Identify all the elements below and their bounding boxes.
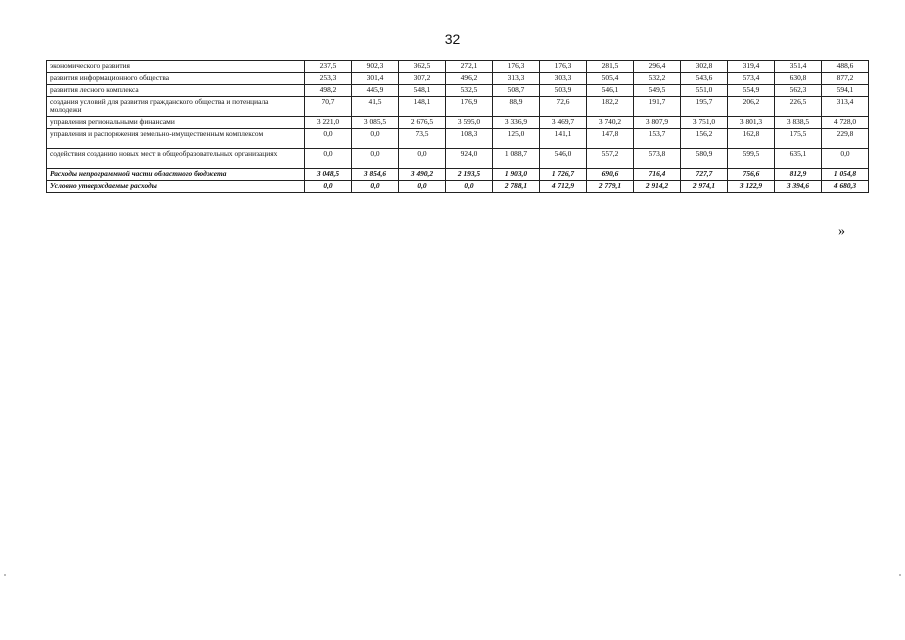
row-value: 562,3: [775, 85, 822, 97]
row-value: 2 676,5: [399, 117, 446, 129]
row-value: 503,9: [540, 85, 587, 97]
row-label: управления и распоряжения земельно-имущественным комплексом: [47, 129, 305, 149]
row-value: 253,3: [305, 73, 352, 85]
row-value: 70,7: [305, 97, 352, 117]
row-value: 3 469,7: [540, 117, 587, 129]
row-value: 0,0: [399, 149, 446, 169]
row-value: 924,0: [446, 149, 493, 169]
row-label: создания условий для развития гражданского общества и потенциала молодежи: [47, 97, 305, 117]
row-value: 272,1: [446, 61, 493, 73]
row-value: 351,4: [775, 61, 822, 73]
scan-dot-right: [899, 574, 901, 576]
row-value: 153,7: [634, 129, 681, 149]
row-value: 176,3: [540, 61, 587, 73]
row-value: 296,4: [634, 61, 681, 73]
row-value: 3 394,6: [775, 181, 822, 193]
row-value: 206,2: [728, 97, 775, 117]
row-value: 0,0: [822, 149, 869, 169]
row-value: 0,0: [352, 181, 399, 193]
table-row: [47, 61, 869, 73]
row-value: 319,4: [728, 61, 775, 73]
row-value: 3 221,0: [305, 117, 352, 129]
row-value: 175,5: [775, 129, 822, 149]
row-value: 3 807,9: [634, 117, 681, 129]
row-value: 1 903,0: [493, 169, 540, 181]
row-value: 3 085,5: [352, 117, 399, 129]
row-value: 72,6: [540, 97, 587, 117]
row-value: 445,9: [352, 85, 399, 97]
row-value: 877,2: [822, 73, 869, 85]
row-value: 3 122,9: [728, 181, 775, 193]
row-value: 73,5: [399, 129, 446, 149]
budget-table: [46, 60, 869, 193]
table-row: [47, 129, 869, 149]
table-row: [47, 149, 869, 169]
row-value: 549,5: [634, 85, 681, 97]
row-label: развития лесного комплекса: [47, 85, 305, 97]
row-value: 176,9: [446, 97, 493, 117]
table-row: [47, 85, 869, 97]
row-value: 573,8: [634, 149, 681, 169]
row-value: 594,1: [822, 85, 869, 97]
row-value: 281,5: [587, 61, 634, 73]
row-value: 2 779,1: [587, 181, 634, 193]
table-row: [47, 169, 869, 181]
row-value: 362,5: [399, 61, 446, 73]
row-value: 313,4: [822, 97, 869, 117]
row-value: 3 854,6: [352, 169, 399, 181]
row-value: 3 801,3: [728, 117, 775, 129]
row-value: 229,8: [822, 129, 869, 149]
row-value: 2 788,1: [493, 181, 540, 193]
row-value: 125,0: [493, 129, 540, 149]
row-value: 812,9: [775, 169, 822, 181]
row-value: 3 740,2: [587, 117, 634, 129]
row-value: 554,9: [728, 85, 775, 97]
row-value: 902,3: [352, 61, 399, 73]
row-value: 4 680,3: [822, 181, 869, 193]
row-value: 1 726,7: [540, 169, 587, 181]
row-value: 2 193,5: [446, 169, 493, 181]
row-value: 148,1: [399, 97, 446, 117]
row-value: 0,0: [352, 129, 399, 149]
row-value: 0,0: [305, 149, 352, 169]
row-value: 546,1: [587, 85, 634, 97]
row-label: экономического развития: [47, 61, 305, 73]
row-value: 156,2: [681, 129, 728, 149]
row-value: 3 751,0: [681, 117, 728, 129]
row-value: 488,6: [822, 61, 869, 73]
row-value: 3 336,9: [493, 117, 540, 129]
row-value: 182,2: [587, 97, 634, 117]
row-value: 226,5: [775, 97, 822, 117]
row-value: 551,0: [681, 85, 728, 97]
row-value: 141,1: [540, 129, 587, 149]
row-value: 505,4: [587, 73, 634, 85]
row-value: 237,5: [305, 61, 352, 73]
row-value: 313,3: [493, 73, 540, 85]
row-value: 4 728,0: [822, 117, 869, 129]
row-value: 546,0: [540, 149, 587, 169]
row-value: 580,9: [681, 149, 728, 169]
row-value: 532,2: [634, 73, 681, 85]
row-value: 0,0: [305, 181, 352, 193]
row-value: 0,0: [399, 181, 446, 193]
row-value: 573,4: [728, 73, 775, 85]
row-value: 756,6: [728, 169, 775, 181]
page-number: 32: [444, 31, 461, 47]
row-value: 0,0: [352, 149, 399, 169]
row-value: 496,2: [446, 73, 493, 85]
row-value: 4 712,9: [540, 181, 587, 193]
row-value: 690,6: [587, 169, 634, 181]
row-value: 176,3: [493, 61, 540, 73]
row-value: 303,3: [540, 73, 587, 85]
row-label: Условно утверждаемые расходы: [47, 181, 305, 193]
row-value: 302,8: [681, 61, 728, 73]
row-value: 147,8: [587, 129, 634, 149]
row-value: 0,0: [446, 181, 493, 193]
row-value: 301,4: [352, 73, 399, 85]
row-value: 532,5: [446, 85, 493, 97]
row-value: 0,0: [305, 129, 352, 149]
row-value: 2 914,2: [634, 181, 681, 193]
row-value: 716,4: [634, 169, 681, 181]
row-value: 3 490,2: [399, 169, 446, 181]
row-value: 635,1: [775, 149, 822, 169]
row-value: 498,2: [305, 85, 352, 97]
row-value: 41,5: [352, 97, 399, 117]
row-value: 548,1: [399, 85, 446, 97]
row-label: Расходы непрограммной части областного бюджета: [47, 169, 305, 181]
row-value: 108,3: [446, 129, 493, 149]
row-label: содействия созданию новых мест в общеобразовательных организациях: [47, 149, 305, 169]
row-value: 630,8: [775, 73, 822, 85]
table-row: [47, 97, 869, 117]
closing-quote: »: [838, 224, 845, 239]
table-body: [47, 61, 869, 193]
row-value: 2 974,1: [681, 181, 728, 193]
row-value: 3 838,5: [775, 117, 822, 129]
row-value: 1 088,7: [493, 149, 540, 169]
row-value: 191,7: [634, 97, 681, 117]
row-value: 557,2: [587, 149, 634, 169]
table-row: [47, 73, 869, 85]
row-value: 3 595,0: [446, 117, 493, 129]
row-value: 88,9: [493, 97, 540, 117]
row-value: 195,7: [681, 97, 728, 117]
row-value: 727,7: [681, 169, 728, 181]
row-value: 162,8: [728, 129, 775, 149]
table-row: [47, 117, 869, 129]
row-label: развития информационного общества: [47, 73, 305, 85]
row-value: 599,5: [728, 149, 775, 169]
row-value: 508,7: [493, 85, 540, 97]
scan-dot-left: [4, 574, 6, 576]
row-value: 307,2: [399, 73, 446, 85]
table-row: [47, 181, 869, 193]
row-value: 3 048,5: [305, 169, 352, 181]
row-value: 543,6: [681, 73, 728, 85]
row-label: управления региональными финансами: [47, 117, 305, 129]
row-value: 1 054,8: [822, 169, 869, 181]
